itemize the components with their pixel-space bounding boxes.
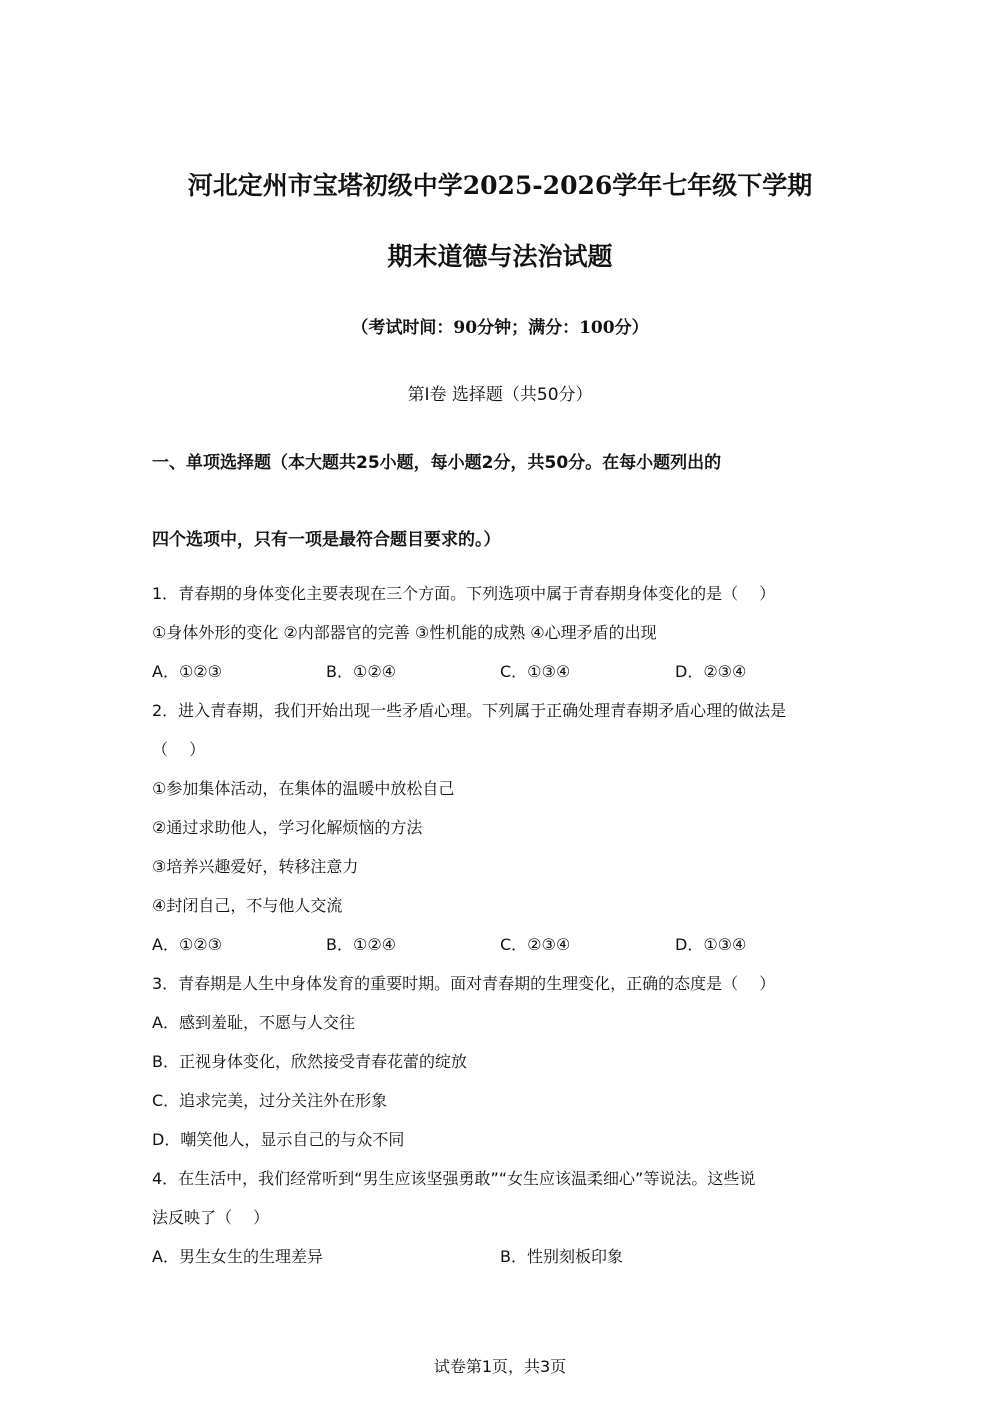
exam-time-and-score: （考试时间：90分钟；满分：100分） xyxy=(351,318,649,338)
question-1-option-b: B．①②④ xyxy=(326,662,397,681)
question-2-option-c: C．②③④ xyxy=(500,935,571,954)
question-1-option-d: D．②③④ xyxy=(675,662,747,681)
question-4-stem-line-2: 法反映了（ ） xyxy=(152,1208,270,1227)
part-heading-line-1: 一、单项选择题（本大题共25小题，每小题2分，共50分。在每小题列出的 xyxy=(152,453,722,473)
question-4-options xyxy=(152,1246,852,1268)
question-2-stem-line-2: （ ） xyxy=(152,740,206,759)
question-3-option-c: C．追求完美，过分关注外在形象 xyxy=(152,1091,388,1110)
question-2-option-b: B．①②④ xyxy=(326,935,397,954)
question-2-option-d: D．①③④ xyxy=(675,935,747,954)
exam-title-line-2: 期末道德与法治试题 xyxy=(387,242,613,271)
page-footer: 试卷第1页，共3页 xyxy=(433,1357,567,1376)
question-2-options xyxy=(152,934,852,956)
exam-title-line-1: 河北定州市宝塔初级中学2025-2026学年七年级下学期 xyxy=(187,171,813,200)
question-4-option-a: A．男生女生的生理差异 xyxy=(152,1247,323,1266)
question-3-stem: 3．青春期是人生中身体发育的重要时期。面对青春期的生理变化，正确的态度是（ ） xyxy=(152,974,776,993)
question-3-option-a: A．感到羞耻，不愿与人交往 xyxy=(152,1013,355,1032)
question-4-stem-line-1: 4．在生活中，我们经常听到“男生应该坚强勇敢”“女生应该温柔细心”等说法。这些说 xyxy=(152,1169,756,1188)
part-heading-line-2: 四个选项中，只有一项是最符合题目要求的。） xyxy=(152,530,501,550)
question-2-option-a: A．①②③ xyxy=(152,935,222,954)
question-2-statement-4: ④封闭自己，不与他人交流 xyxy=(152,896,343,915)
section-title: 第I卷 选择题（共50分） xyxy=(407,385,593,405)
question-2-statement-1: ①参加集体活动，在集体的温暖中放松自己 xyxy=(152,779,455,798)
question-3-option-b: B．正视身体变化，欣然接受青春花蕾的绽放 xyxy=(152,1052,467,1071)
question-1-statements: ①身体外形的变化 ②内部器官的完善 ③性机能的成熟 ④心理矛盾的出现 xyxy=(152,623,657,642)
question-3-option-d: D．嘲笑他人，显示自己的与众不同 xyxy=(152,1130,405,1149)
question-1-stem: 1．青春期的身体变化主要表现在三个方面。下列选项中属于青春期身体变化的是（ ） xyxy=(152,584,776,603)
question-4-option-b: B．性别刻板印象 xyxy=(500,1247,623,1266)
question-2-statement-2: ②通过求助他人，学习化解烦恼的方法 xyxy=(152,818,423,837)
question-1-options xyxy=(152,661,852,683)
question-1-option-a: A．①②③ xyxy=(152,662,222,681)
question-1-option-c: C．①③④ xyxy=(500,662,571,681)
question-2-stem-line-1: 2．进入青春期，我们开始出现一些矛盾心理。下列属于正确处理青春期矛盾心理的做法是 xyxy=(152,701,787,720)
question-2-statement-3: ③培养兴趣爱好，转移注意力 xyxy=(152,857,359,876)
